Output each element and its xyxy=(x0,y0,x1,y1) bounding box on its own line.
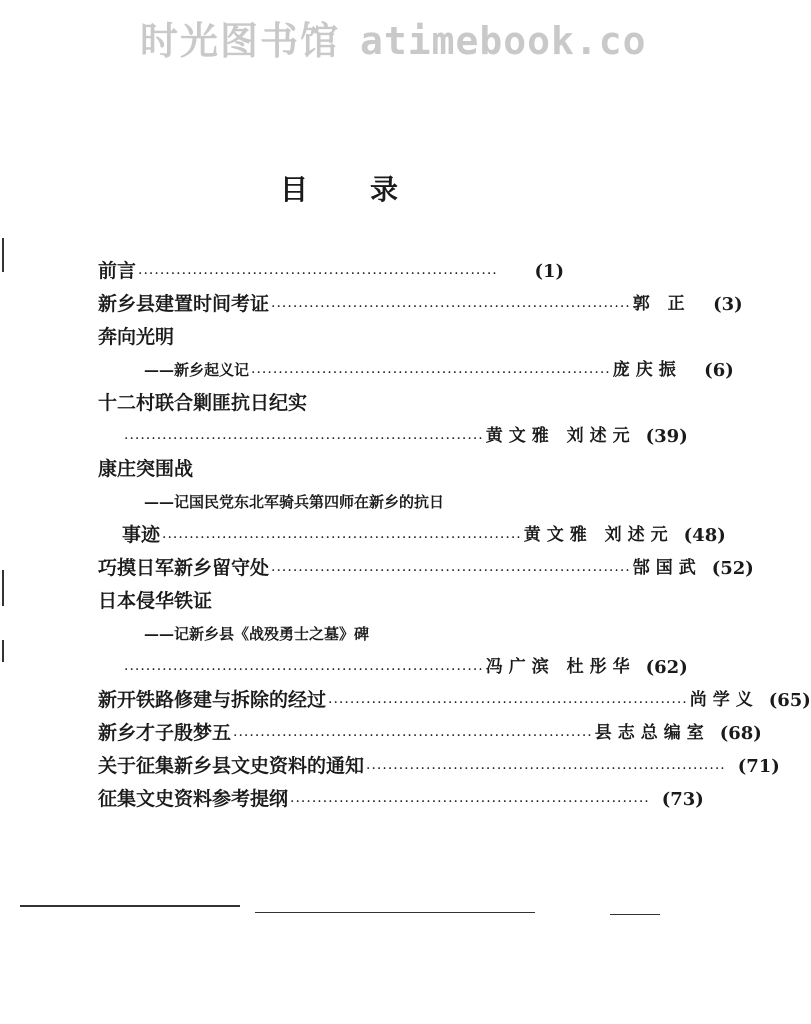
toc-entry xyxy=(98,783,704,816)
entry-page: (73) xyxy=(661,789,704,810)
entry-title: ——记新乡县《战殁勇士之墓》碑 xyxy=(144,625,370,643)
leader-dots: ·································································· xyxy=(124,431,484,447)
entry-author: 尚学义 xyxy=(689,690,759,710)
entry-title: ——新乡起义记 xyxy=(144,361,250,379)
toc-entry-continuation xyxy=(98,519,726,552)
entry-page: (39) xyxy=(645,426,688,447)
watermark-en: atimebook.co xyxy=(360,19,647,63)
toc-entry xyxy=(98,684,811,717)
entry-page: (52) xyxy=(711,558,754,579)
entry-title: 康庄突围战 xyxy=(98,458,194,480)
entry-title: 奔向光明 xyxy=(98,326,175,348)
entry-page: (62) xyxy=(645,657,688,678)
entry-title: ——记国民党东北军骑兵第四师在新乡的抗日 xyxy=(144,493,445,511)
leader-dots: ·································································· xyxy=(290,794,650,810)
entry-author: 黄文雅 刘述元 xyxy=(523,525,674,545)
toc-entry xyxy=(98,585,564,618)
entry-author: 冯广滨 杜彤华 xyxy=(485,657,636,677)
entry-page: (6) xyxy=(704,360,734,381)
toc-entry xyxy=(98,255,564,288)
scan-edge-line xyxy=(255,912,535,913)
entry-title: 关于征集新乡县文史资料的通知 xyxy=(98,755,365,777)
leader-dots: ·································································· xyxy=(271,563,631,579)
leader-dots: ·································································· xyxy=(162,530,522,546)
toc-entry xyxy=(98,552,754,585)
title-part2: 录 xyxy=(370,173,401,206)
leader-dots: ·································································· xyxy=(251,365,611,381)
entry-title: 新乡县建置时间考证 xyxy=(98,293,270,315)
toc-subentry xyxy=(98,486,564,519)
entry-title: 征集文史资料参考提纲 xyxy=(98,788,289,810)
toc-entry-continuation xyxy=(98,420,688,453)
entry-page: (1) xyxy=(534,261,564,282)
watermark xyxy=(140,10,647,65)
leader-dots: ·································································· xyxy=(124,662,484,678)
toc-entry-continuation xyxy=(98,651,688,684)
toc-entry xyxy=(98,288,743,321)
title-part1: 目 xyxy=(279,173,310,206)
entry-title: 十二村联合剿匪抗日纪实 xyxy=(98,392,308,414)
table-of-contents xyxy=(98,255,811,816)
watermark-cn: 时光图书馆 xyxy=(140,19,341,63)
entry-page: (68) xyxy=(719,723,762,744)
leader-dots: ·································································· xyxy=(138,266,498,282)
entry-author: 庞庆振 xyxy=(612,360,682,380)
entry-author: 郜国武 xyxy=(632,558,702,578)
entry-title: 巧摸日军新乡留守处 xyxy=(98,557,270,579)
entry-author: 黄文雅 刘述元 xyxy=(485,426,636,446)
page-title xyxy=(0,168,680,208)
leader-dots: ·································································· xyxy=(366,761,726,777)
scan-margin-mark xyxy=(2,570,4,606)
entry-page: (71) xyxy=(737,756,780,777)
toc-subentry xyxy=(98,618,564,651)
scan-margin-mark xyxy=(2,640,4,662)
leader-dots: ·································································· xyxy=(328,695,688,711)
toc-entry xyxy=(98,750,780,783)
toc-entry xyxy=(98,321,564,354)
entry-page: (48) xyxy=(683,525,726,546)
toc-entry xyxy=(98,387,564,420)
entry-page: (3) xyxy=(713,294,743,315)
entry-title: 事迹 xyxy=(122,524,161,546)
leader-dots: ·································································· xyxy=(271,299,631,315)
entry-title: 新开铁路修建与拆除的经过 xyxy=(98,689,327,711)
scan-margin-mark xyxy=(2,238,4,272)
entry-page: (65) xyxy=(768,690,811,711)
toc-entry xyxy=(98,453,564,486)
entry-author: 县志总编室 xyxy=(594,723,710,743)
entry-title: 日本侵华铁证 xyxy=(98,590,213,612)
entry-title: 新乡才子殷梦五 xyxy=(98,722,232,744)
toc-subentry xyxy=(98,354,734,387)
leader-dots: ·································································· xyxy=(233,728,593,744)
scan-edge-line xyxy=(610,914,660,915)
entry-title: 前言 xyxy=(98,260,137,282)
scan-edge-line xyxy=(20,905,240,907)
entry-author: 郭 正 xyxy=(632,294,691,314)
toc-entry xyxy=(98,717,762,750)
